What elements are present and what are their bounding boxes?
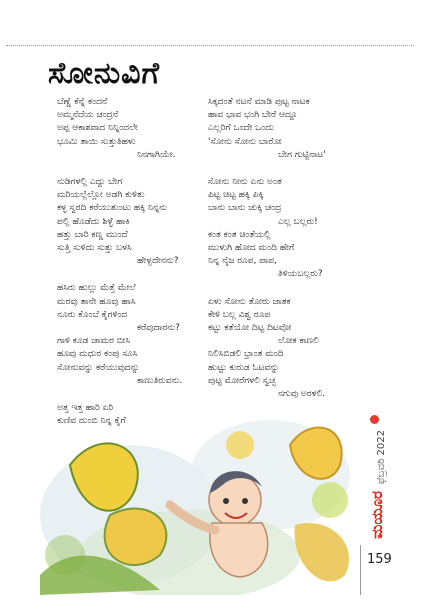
page-number-rule [360,545,361,595]
poem-line: ಅತ್ತ ಇತ್ತ ಹಾರಿ ಏರಿ [57,403,114,414]
poem-line: ಬೆಣ್ಣೆ ಕೆನ್ನೆ ಕಂದನೆ [57,97,108,107]
poem-line: ಏಳು ಸೋನು ತೋರು ಜಾತಕ [208,296,291,307]
poem-line: ಹೂವು ಮಧುರ ಕಂಪು ಸೂಸಿ [57,349,138,360]
poem-line: ತಿಳಿಯಬಲ್ಲರು? [278,269,323,280]
poem-line: ಹಸಿರು ಹುಲ್ಲು ಮೆತ್ತೆ ಮೇಲೆ [57,283,136,294]
stanza [57,176,207,268]
poem-left-column [57,96,207,442]
poem-line: ಪಲ್ಲಿ ಹೊಡೆದು ಶಿಳ್ಳೆ ಹಾಕಿ [57,216,130,227]
poem-right-column [208,96,368,415]
child-eye [223,498,229,504]
poem-line: ನಗುವು ಅರಳಲಿ. [278,389,326,400]
issue-date: ಫೆಬ್ರವರಿ 2022 [376,430,387,485]
stanza [57,96,207,162]
page-number: 159 [367,552,392,567]
poem-line: ಕಳ್ಳ ಸ್ವರದಿ ಕರೆಯುತುಂಟು ಹಕ್ಕಿ ನಿನ್ನನು [57,203,168,214]
poem-line: ಕರೆವುದಾರನು? [137,323,180,334]
red-dot-marker [370,415,379,424]
stanza [208,96,368,162]
poem-line: 'ಸೋನು ಸೋನು ಬಾರೋ [208,136,282,147]
stanza [208,176,368,282]
poem-line: ಗಾಳಿ ಕೂಡ ಚಾಮರ ಬೀಸಿ [57,336,131,347]
poem-line: ಸಿಕ್ಕದಂತೆ ನಟನೆ ಮಾಡಿ ಪುಟ್ಟ ನಾಟಕ [208,97,310,107]
poem-line: ನಿನಗಾಗಿಯೇ. [137,149,176,160]
poem-line: ನೂರು ಕೊಂಬೆ ಕೈಗಳಿಂದ [57,309,128,320]
poem-line: ಸೋನು ನೀನು ಏನು ಅಂತ [208,177,282,188]
leaf [295,523,349,581]
stanza [208,296,368,402]
poem-line: ಪುಟ್ಟ ಮೋರೆಗಳಲಿ ಸ್ವಚ್ಛ [208,375,276,386]
dotted-separator [6,45,414,46]
watercolor-spot [226,431,254,459]
poem-line: ಹೇಳ್ಬದೇನನು? [137,256,179,267]
child-with-flowers-illustration [40,405,360,595]
poem-line: ಎಲ್ಲ ಬಲ್ಲರು! [278,216,318,227]
poem-line: ಎಲ್ಲರಿಗೆ ಒಂದೇ ಒಂದು [208,123,274,134]
stanza [57,282,207,388]
poem-line: ಕಂತ ಕಂತ ಚಿಂತೆಯಲ್ಲಿ [208,229,271,240]
poem-line: ಬೇಗ ಗುಟ್ಟಿನಾಟ' [278,149,326,160]
magazine-name [366,480,388,550]
poem-line: ಅಮ್ಮನೆದೆಯ ಚಂದ್ರನೆ [57,110,119,121]
poem-line: ಅಪ್ಪ ಆಕಾಶವಾದ ನಿನ್ನಿಂದಲೇ [57,123,138,134]
poem-line: ಭೂಮಿ ತಾಯಿ ಸುತ್ತುತಿಹಳು [57,136,136,147]
poem-line: ಕೇಳಿ ಬಲ್ಲ ವಿಶ್ವ ರೂಪ [208,309,271,320]
poem-line: ಮರವು ತಾನೇ ಹೂವು ಹಾಸಿ [57,296,136,307]
poem-line: ಲೋಕ ಕಾಣಲಿ [278,336,319,347]
poem-line: ಹುಟ್ಟು ಕುರುಡ ಓಟವನ್ನು [208,362,280,373]
poem-line: ಕಾಣುತಿರುವನು. [137,375,183,386]
poem-line: ನಿನ್ನ ನೈಜ ರೂಪ, ಪಾಪ, [208,256,277,267]
poem-line: ಹತ್ತು ಬಾರಿ ಕಣ್ಣ ಮುಂದೆ [57,229,128,240]
poem-line: ಕಟ್ಟು ಕತೆಯೋ ದಿಟ್ಟ ದಿಟವೋ [208,323,292,334]
poem-line: ನಿಲಿಸಿಬಿಡಲಿ ಭ್ರಾಂತ ಮಂದಿ [208,349,284,360]
flower-petal [105,509,167,565]
poem-line: ಸೋನುವನ್ನು ಕರೆಯುವುದನ್ನು [57,362,140,373]
poem-line: ಮುಳುಗಿ ಹೋದ ಮಂದಿ ಹೇಗೆ [208,243,295,254]
poem-title: ಸೋನುವಿಗೆ [48,56,160,91]
child-eye [242,498,248,504]
poem-line: ಬಾನು ಬಾನು ಚುಕ್ಕಿ ಚಂದ್ರ [208,203,282,214]
poem-line: ಹಾವ ಭಾವ ಭಂಗಿ ಬೇರೆ ಆದ್ದೂ [208,110,298,121]
poem-line: ಕುಣಿವ ದುಂಬಿ ನಿನ್ನ ಕೈಗೆ [57,416,126,427]
poem-line: ನುಡಿಗಳಲ್ಲಿ ಎದ್ದು ಬೇಗ [57,177,123,188]
poem-line: ಸುತ್ತಿ ಸುಳಿದು ಸುತ್ತು ಬಳಸಿ [57,243,132,254]
watercolor-spot [312,482,348,518]
magazine-name-text: ಮಯೂರ [368,491,386,539]
poem-line: ಮರಿಯಲ್ಲೆಲ್ಲೋ ಅಡಗಿ ಕುಳಿತು [57,190,145,201]
poem-line: ಪಿಟ್ಟ ಚಿಟ್ಟ ಹಕ್ಕಿ ಪಿಕ್ಕಿ [208,190,264,201]
